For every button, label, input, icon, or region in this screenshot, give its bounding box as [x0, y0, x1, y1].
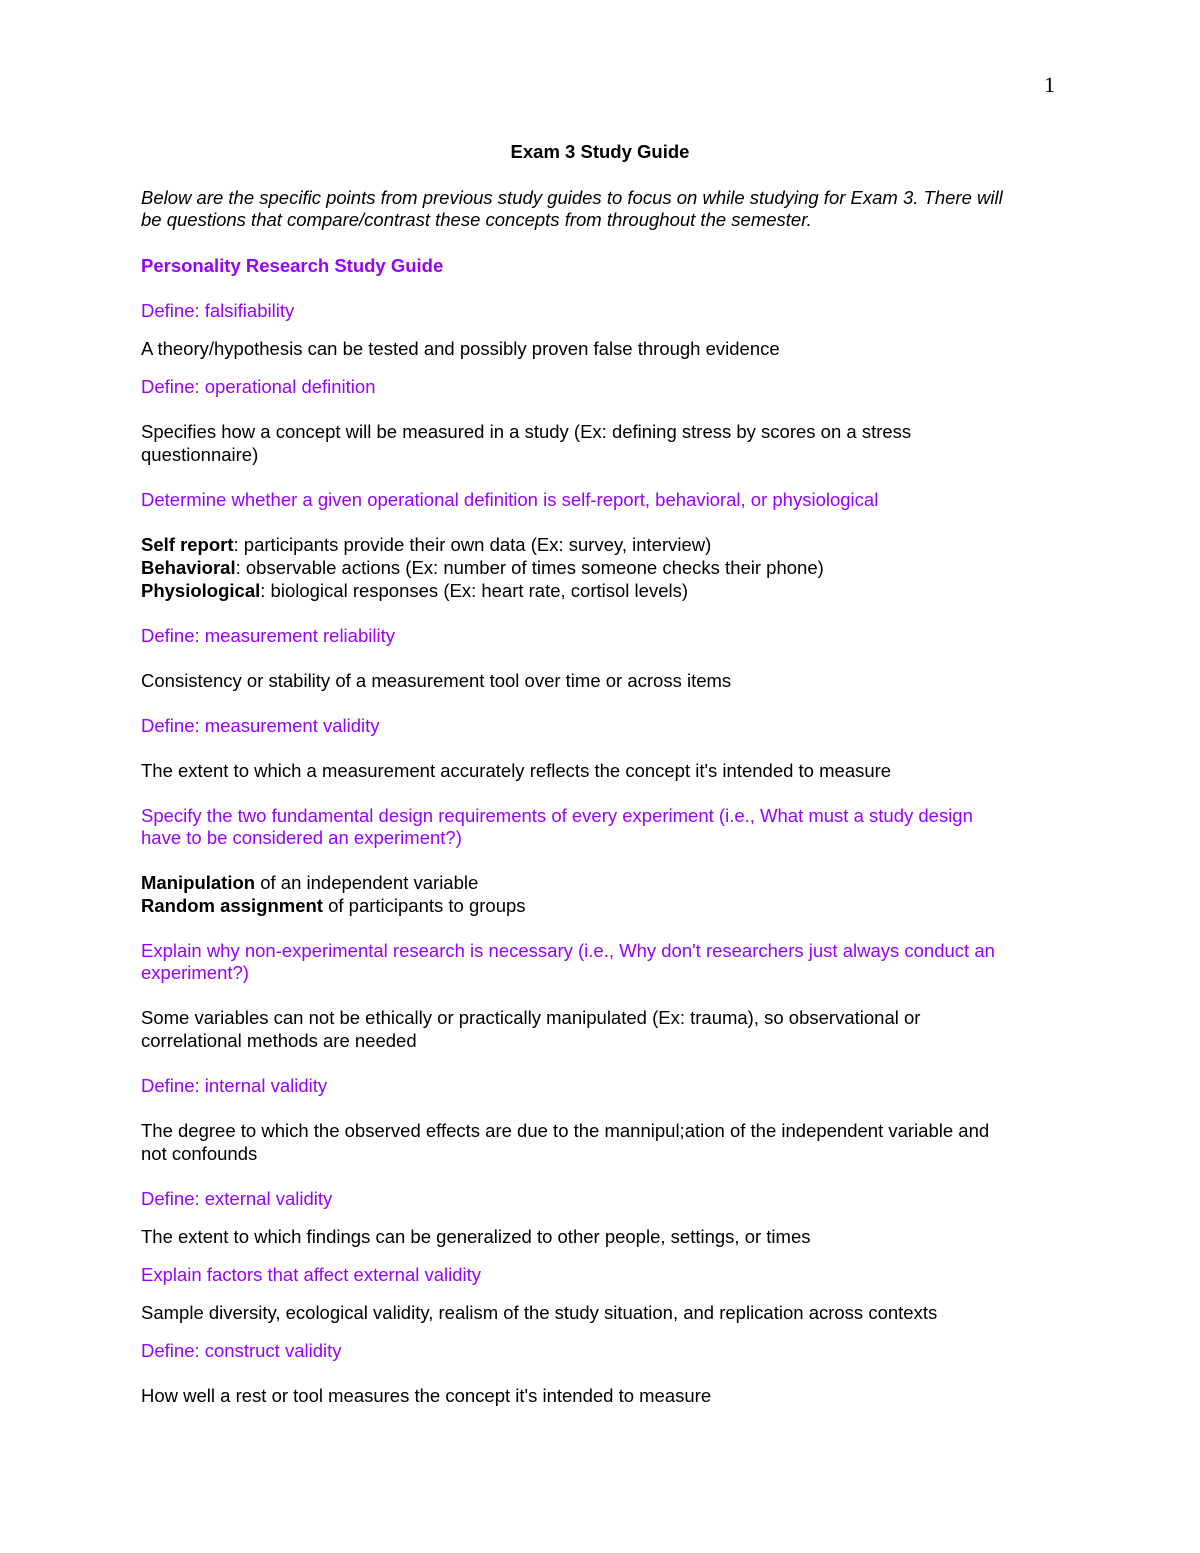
question-external-validity: Define: external validity — [141, 1188, 333, 1209]
intro-line-2: be questions that compare/contrast these concepts from throughout the semester. — [141, 209, 812, 230]
answer-construct-validity: How well a rest or tool measures the concept it's intended to measure — [141, 1385, 712, 1406]
question-experiment-requirements-1: Specify the two fundamental design requirements of every experiment (i.e., What must a study design — [141, 805, 973, 826]
answer-internal-validity-2: not confounds — [141, 1143, 258, 1164]
answer-falsifiability: A theory/hypothesis can be tested and possibly proven false through evidence — [141, 338, 780, 359]
term-behavioral: Behavioral — [141, 557, 236, 578]
question-experiment-requirements-2: have to be considered an experiment?) — [141, 827, 462, 848]
page-number: 1 — [1044, 72, 1055, 97]
term-random-assignment: Random assignment — [141, 895, 323, 916]
answer-manipulation: Manipulation of an independent variable — [141, 872, 479, 893]
section-title: Personality Research Study Guide — [141, 255, 444, 276]
answer-non-experimental-2: correlational methods are needed — [141, 1030, 417, 1051]
question-falsifiability: Define: falsifiability — [141, 300, 295, 321]
term-physiological: Physiological — [141, 580, 261, 601]
question-internal-validity: Define: internal validity — [141, 1075, 328, 1096]
intro-line-1: Below are the specific points from previous study guides to focus on while studying for Exam 3. There will — [141, 187, 1003, 208]
question-non-experimental-1: Explain why non-experimental research is necessary (i.e., Why don't researchers just always conduct an — [141, 940, 995, 961]
term-manipulation: Manipulation — [141, 872, 256, 893]
answer-self-report: Self report: participants provide their own data (Ex: survey, interview) — [141, 534, 712, 555]
term-self-report: Self report — [141, 534, 234, 555]
answer-behavioral: Behavioral: observable actions (Ex: number of times someone checks their phone) — [141, 557, 824, 578]
answer-operational-definition-2: questionnaire) — [141, 444, 259, 465]
page-title: Exam 3 Study Guide — [510, 141, 690, 162]
question-operational-definition: Define: operational definition — [141, 376, 376, 397]
question-external-validity-factors: Explain factors that affect external validity — [141, 1264, 482, 1285]
answer-validity: The extent to which a measurement accurately reflects the concept it's intended to measure — [141, 760, 892, 781]
answer-random-assignment: Random assignment of participants to groups — [141, 895, 526, 916]
answer-external-validity-factors: Sample diversity, ecological validity, realism of the study situation, and replication across contexts — [141, 1302, 938, 1323]
answer-physiological: Physiological: biological responses (Ex: heart rate, cortisol levels) — [141, 580, 689, 601]
answer-external-validity: The extent to which findings can be generalized to other people, settings, or times — [141, 1226, 811, 1247]
question-non-experimental-2: experiment?) — [141, 962, 249, 983]
question-reliability: Define: measurement reliability — [141, 625, 395, 646]
answer-internal-validity-1: The degree to which the observed effects are due to the mannipul;ation of the independent variable and — [141, 1120, 990, 1141]
question-validity: Define: measurement validity — [141, 715, 380, 736]
question-construct-validity: Define: construct validity — [141, 1340, 342, 1361]
answer-operational-definition-1: Specifies how a concept will be measured in a study (Ex: defining stress by scores on a stress — [141, 421, 912, 442]
answer-non-experimental-1: Some variables can not be ethically or practically manipulated (Ex: trauma), so observational or — [141, 1007, 921, 1028]
answer-reliability: Consistency or stability of a measurement tool over time or across items — [141, 670, 732, 691]
question-measure-types: Determine whether a given operational definition is self-report, behavioral, or physiological — [141, 489, 879, 510]
